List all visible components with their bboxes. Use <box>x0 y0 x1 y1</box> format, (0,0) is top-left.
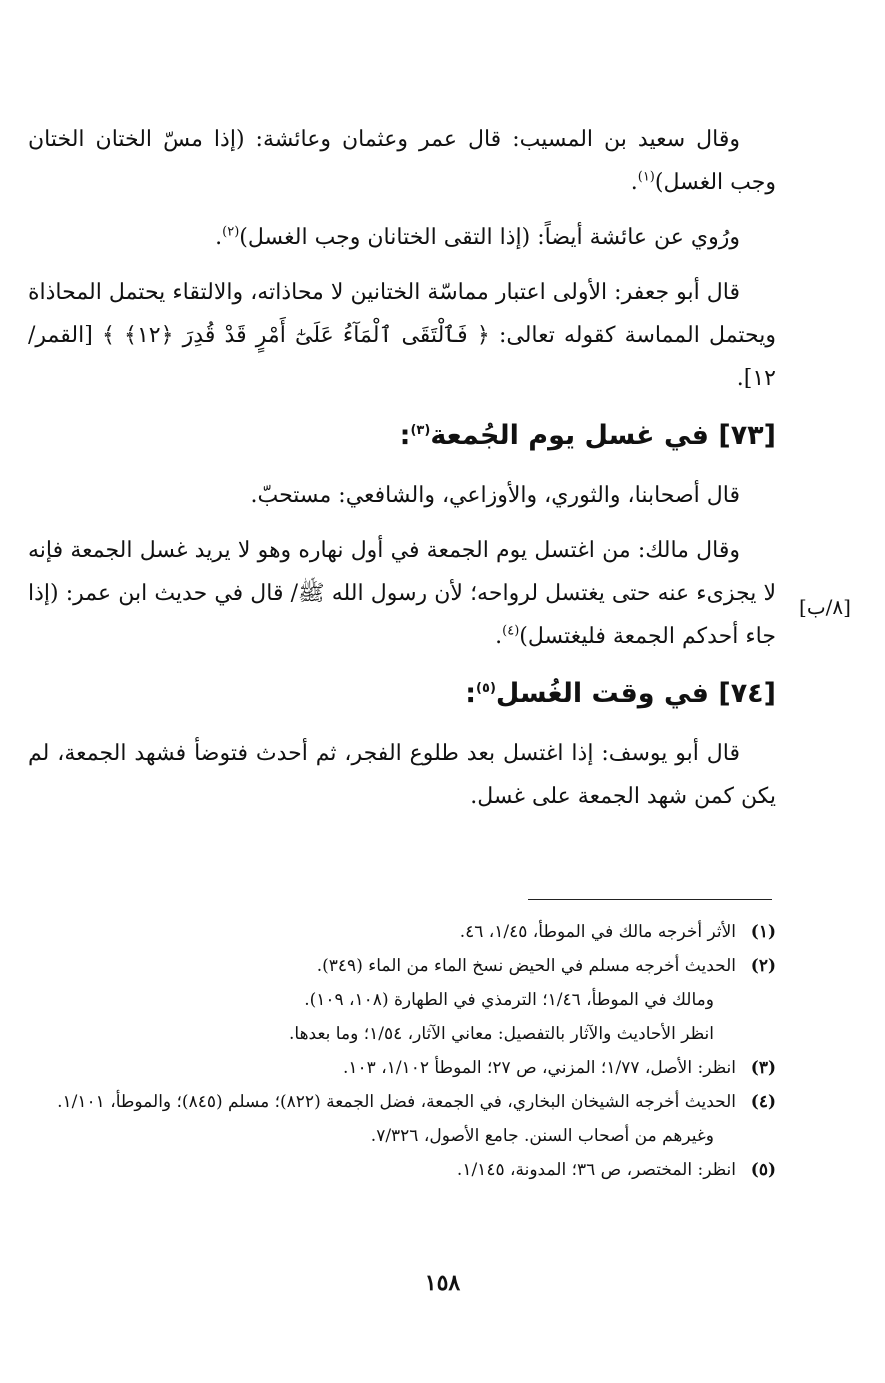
footnote-number: (٢) <box>750 956 776 976</box>
footnote-ref-4[interactable]: (٤) <box>502 623 520 639</box>
page-number: ١٥٨ <box>424 1270 461 1296</box>
paragraph-ashabuna <box>28 474 776 517</box>
footnote-ref-1[interactable]: (١) <box>637 169 655 185</box>
footnote-2-continued: ومالك في الموطأ، ١/٤٦؛ الترمذي في الطهارة (١٠٨، ١٠٩). <box>304 990 714 1010</box>
footnote-divider <box>528 899 772 900</box>
paragraph-text: ورُوي عن عائشة أيضاً: (إذا التقى الختانان وجب الغسل) <box>239 225 740 250</box>
footnote-1 <box>28 915 776 949</box>
heading-end: : <box>465 678 477 709</box>
footnote-ref-2[interactable]: (٢) <box>222 224 240 240</box>
paragraph-said-ibn-musayyib <box>28 118 776 204</box>
footnote-ref-5[interactable]: (٥) <box>476 681 496 696</box>
manuscript-folio-marker: [٨/ب] <box>799 595 851 619</box>
footnote-number: (٤) <box>750 1092 776 1112</box>
footnote-number: (٣) <box>750 1058 776 1078</box>
heading-text: [٧٤] في وقت الغُسل <box>495 678 776 709</box>
footnote-text: انظر: المختصر، ص ٣٦؛ المدونة، ١/١٤٥. <box>456 1160 736 1180</box>
footnote-3 <box>28 1051 776 1085</box>
paragraph-end: . <box>495 624 503 649</box>
paragraph-abu-yusuf <box>28 732 776 818</box>
paragraph-text: وقال سعيد بن المسيب: قال عمر وعثمان وعائشة: (إذا مسّ الختان الختان وجب الغسل) <box>28 127 776 195</box>
footnote-4-continued: وغيرهم من أصحاب السنن. جامع الأصول، ٧/٣٢٦. <box>370 1126 714 1146</box>
paragraph-end: . <box>630 170 638 195</box>
paragraph-malik <box>28 529 776 658</box>
footnote-ref-3[interactable]: (٣) <box>410 423 431 438</box>
paragraph-abu-jafar <box>28 271 776 400</box>
footnote-text: الحديث أخرجه الشيخان البخاري، في الجمعة، فضل الجمعة (٨٢٢)؛ مسلم (٨٤٥)؛ والموطأ، ١/١٠١. <box>57 1092 736 1112</box>
main-text <box>28 118 776 830</box>
footnote-text: الحديث أخرجه مسلم في الحيض نسخ الماء من الماء (٣٤٩). <box>316 956 736 976</box>
paragraph-text: قال أبو يوسف: إذا اغتسل بعد طلوع الفجر، ثم أحدث فتوضأ فشهد الجمعة، لم يكن كمن شهد الجمعة على غسل. <box>28 741 776 809</box>
footnote-4 <box>28 1085 776 1119</box>
footnote-5 <box>28 1153 776 1187</box>
heading-end: : <box>399 420 411 451</box>
footnote-text: انظر: الأصل، ١/٧٧؛ المزني، ص ٢٧؛ الموطأ ١/١٠٢، ١٠٣. <box>343 1058 736 1078</box>
footnote-2-continued: انظر الأحاديث والآثار بالتفصيل: معاني الآثار، ١/٥٤؛ وما بعدها. <box>288 1024 714 1044</box>
paragraph-end: . <box>215 225 223 250</box>
footnote-number: (١) <box>750 922 776 942</box>
footnotes <box>28 915 776 1187</box>
paragraph-text: وقال مالك: من اغتسل يوم الجمعة في أول نهاره وهو لا يريد غسل الجمعة فإنه لا يجزىء عنه حتى يغتسل لرواحه؛ لأن رسول الله ﷺ/ قال في حديث ابن عمر: (إذا جاء أحدكم الجمعة فليغتسل) <box>28 538 776 649</box>
footnote-2 <box>28 949 776 983</box>
footnote-number: (٥) <box>750 1160 776 1180</box>
section-heading-73 <box>28 412 776 460</box>
section-heading-74 <box>28 670 776 718</box>
paragraph-text: قال أصحابنا، والثوري، والأوزاعي، والشافعي: مستحبّ. <box>250 483 740 508</box>
paragraph-text: قال أبو جعفر: الأولى اعتبار مماسّة الختانين لا محاذاته، والالتقاء يحتمل المحاذاة ويحتمل المماسة كقوله تعالى: ﴿ فَٱلْتَقَى ٱلْمَآءُ عَلَىٰٓ أَمْرٍ قَدْ قُدِرَ ﴿١٢﴾ ﴾ [القمر/ ١٢]. <box>28 280 776 391</box>
footnote-text: الأثر أخرجه مالك في الموطأ، ١/٤٥، ٤٦. <box>459 922 736 942</box>
heading-text: [٧٣] في غسل يوم الجُمعة <box>430 420 776 451</box>
paragraph-aisha <box>28 216 776 259</box>
